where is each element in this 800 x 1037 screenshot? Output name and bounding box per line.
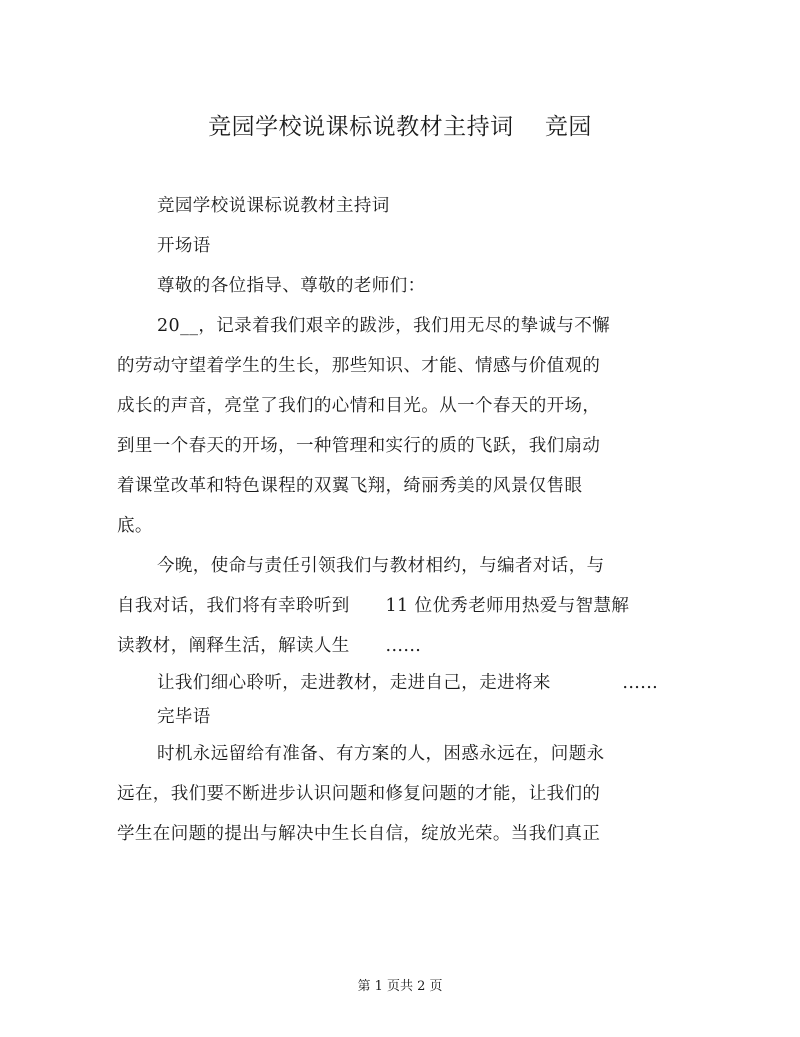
paragraph-line: 的劳动守望着学生的生长，那些知识、才能、情感与价值观的 xyxy=(117,356,601,376)
paragraph-line: 成长的声音，亮堂了我们的心情和目光。从一个春天的开场， xyxy=(117,396,601,416)
paragraph-line: 学生在问题的提出与解决中生长自信，绽放光荣。当我们真正 xyxy=(117,824,601,844)
paragraph-line: 完毕语 xyxy=(157,707,211,727)
paragraph-line: 竞园学校说课标说教材主持词 xyxy=(157,196,390,216)
paragraph-line: 时机永远留给有准备、有方案的人，困惑永远在，问题永 xyxy=(157,744,605,764)
page-footer: 第 1 页共 2 页 xyxy=(357,979,443,994)
document-body xyxy=(117,186,677,854)
paragraph-line: 底。 xyxy=(117,516,153,536)
paragraph-line: 到里一个春天的开场，一种管理和实行的质的飞跃，我们扇动 xyxy=(117,436,601,456)
paragraph-line: 开场语 xyxy=(157,236,211,256)
paragraph-line: 读教材，阐释生活，解读人生 ...... xyxy=(117,636,422,656)
paragraph-line: 远在，我们要不断进步认识问题和修复问题的才能，让我们的 xyxy=(117,784,601,804)
paragraph-line: 自我对话，我们将有幸聆听到 11 位优秀老师用热爱与智慧解 xyxy=(117,596,630,616)
paragraph-line: 今晚，使命与责任引领我们与教材相约，与编者对话，与 xyxy=(157,556,605,576)
paragraph-line: 让我们细心聆听，走进教材，走进自己，走进将来 ...... xyxy=(157,673,659,693)
document-title: 竞园学校说课标说教材主持词 竞园 xyxy=(208,114,592,140)
paragraph-line: 着课堂改革和特色课程的双翼飞翔，绮丽秀美的风景仅售眼 xyxy=(117,476,583,496)
paragraph-line: 20__，记录着我们艰辛的跋涉，我们用无尽的挚诚与不懈 xyxy=(157,316,611,336)
paragraph-line: 尊敬的各位指导、尊敬的老师们： xyxy=(157,276,426,296)
